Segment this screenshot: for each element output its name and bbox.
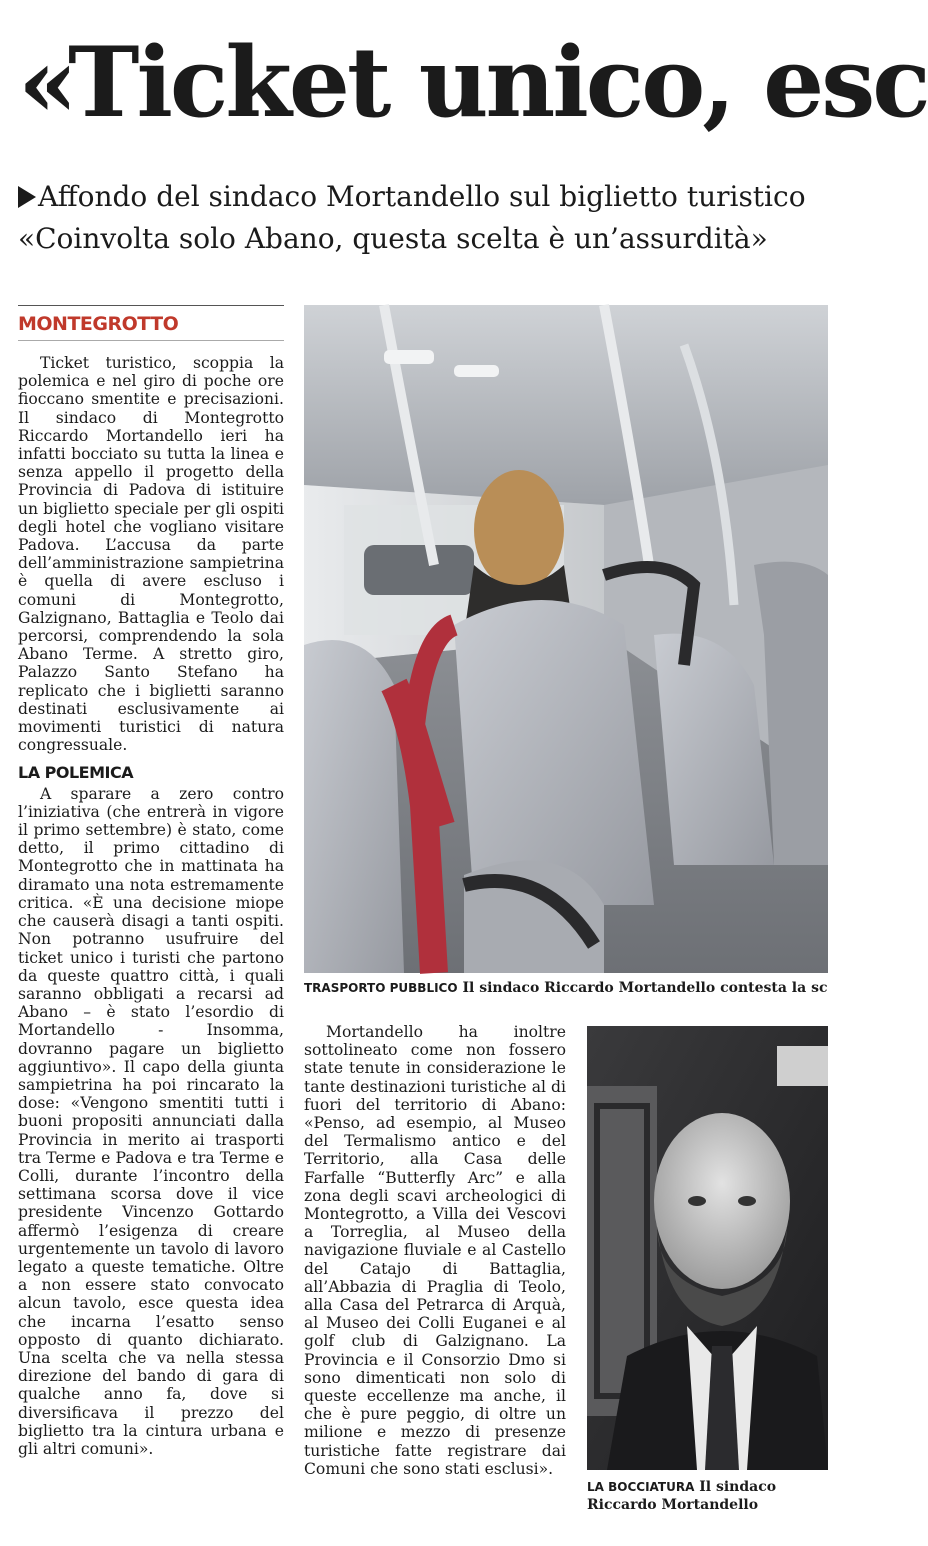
mayor-portrait-photo <box>587 1026 828 1470</box>
caption-text: Il sindaco Riccardo Mortandello contesta la sc <box>457 980 828 996</box>
caption-text: Il sindaco Riccardo Mortandello <box>587 1479 777 1513</box>
article-column-2 <box>304 1023 566 1478</box>
subhead-line-1 <box>18 176 828 218</box>
subhead-line-1-text: Affondo del sindaco Mortandello sul biglietto turistico <box>38 180 806 213</box>
subhead-line-2: «Coinvolta solo Abano, questa scelta è un’assurdità» <box>18 222 768 255</box>
article-paragraph-3: Mortandello ha inoltre sottolineato come non fossero state tenute in considerazione le tante destinazioni turistiche al di fuori del territorio di Abano: «Penso, ad esempio, al Museo del Termalismo antico e del Territorio, alla Casa delle Farfalle “Butterfly Arc” e alla zona degli scavi archeologici di Montegrotto, a Villa dei Vescovi a Torreglia, al Museo della navigazione fluviale e al Castello del Catajo di Battaglia, all’Abbazia di Praglia di Teolo, alla Casa del Petrarca di Arquà, al Museo dei Colli Euganei e al golf club di Galzignano. La Provincia e il Consorzio Dmo si sono dimenticati non solo di queste eccellenze ma anche, il che è pure peggio, di oltre un milione e mezzo di presenze turistiche fatte registrare dai Comuni che sono stati esclusi». <box>304 1023 566 1478</box>
triangle-bullet-icon <box>18 186 36 208</box>
article-column-1 <box>18 354 284 1458</box>
article-paragraph-1: Ticket turistico, scoppia la polemica e nel giro di poche ore fioccano smentite e precisazioni. Il sindaco di Montegrotto Riccardo Mortandello ieri ha infatti bocciato su tutta la linea e senza appello il progetto della Provincia di Padova di istituire un biglietto speciale per gli ospiti degli hotel che vogliano visitare Padova. L’accusa da parte dell’amministrazione sampietrina è quella di avere escluso i comuni di Montegrotto, Galzignano, Battaglia e Teolo dai percorsi, comprendendo la sola Abano Terme. A stretto giro, Palazzo Santo Stefano ha replicato che i biglietti saranno destinati esclusivamente ai movimenti turistici di natura congressuale. <box>18 354 284 755</box>
caption-label: TRASPORTO PUBBLICO <box>304 981 458 995</box>
article-paragraph-2: A sparare a zero contro l’iniziativa (che entrerà in vigore il primo settembre) è stato, come detto, il primo cittadino di Montegrotto che in mattinata ha diramato una nota estremamente critica. «È una decisione miope che causerà disagi a tanti ospiti. Non potranno usufruire del ticket unico i turisti che partono da queste quattro città, i quali saranno obbligati a recarsi ad Abano – è stato l’esordio di Mortandello - Insomma, dovranno pagare un biglietto aggiuntivo». Il capo della giunta sampietrina ha poi rincarato la dose: «Vengono smentiti tutti i buoni propositi annunciati dalla Provincia in merito ai trasporti tra Terme e Padova e tra Terme e Colli, durante l’incontro della settimana scorsa dove il vice presidente Vincenzo Gottardo affermò l’esigenza di creare urgentemente un tavolo di lavoro legato a queste tematiche. Oltre a non essere stato convocato alcun tavolo, esce questa idea che incarna l’esatto senso opposto di quanto dichiarato. Una scelta che va nella stessa direzione del bando di gara di qualche anno fa, dove si diversificava il prezzo del biglietto tra la cintura urbana e gli altri comuni». <box>18 784 284 1458</box>
mayor-portrait-image <box>587 1026 828 1470</box>
photo-caption-mayor <box>587 1478 828 1514</box>
photo-caption-bus <box>304 979 834 997</box>
bus-interior-photo <box>304 305 828 973</box>
top-rule <box>18 305 284 306</box>
subheadline <box>18 176 828 260</box>
kicker-rule <box>18 340 284 341</box>
bus-interior-image <box>304 305 828 973</box>
headline: «Ticket unico, esc <box>18 26 928 139</box>
caption-label: LA BOCCIATURA <box>587 1480 695 1494</box>
article-subtitle: LA POLEMICA <box>18 763 134 783</box>
section-kicker: MONTEGROTTO <box>18 313 179 335</box>
